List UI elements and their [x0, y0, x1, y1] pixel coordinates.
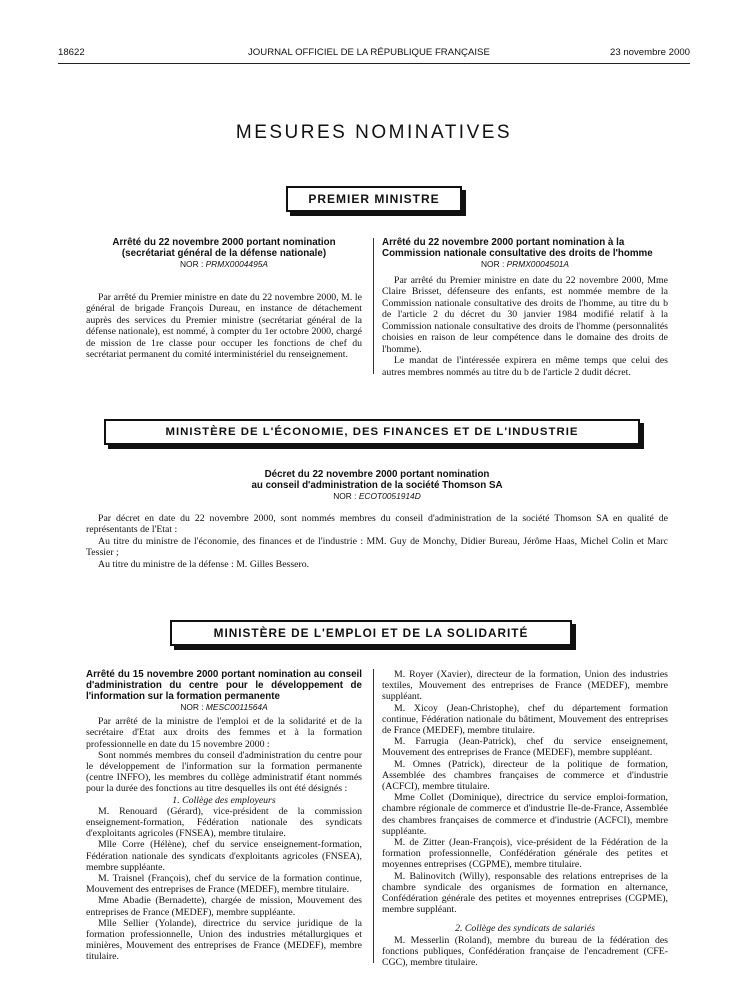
running-header [58, 47, 690, 61]
journal-name: JOURNAL OFFICIEL DE LA RÉPUBLIQUE FRANÇAISE [248, 47, 490, 58]
ministry-box-economie [104, 419, 640, 445]
text-arrete-inffo [86, 669, 362, 963]
text-body: Au titre du ministre de la défense : M. Gilles Bessero. [98, 558, 310, 570]
text-title: Arrêté du 22 novembre 2000 portant nomination (secrétariat général de la défense nationale) [112, 237, 336, 259]
member-entry: M. Royer (Xavier), directeur de la formation, Union des industries textiles, Mouvement des entreprises de France (MEDEF), membre suppléant. [382, 669, 668, 703]
member-entry: M. Xicoy (Jean-Christophe), chef du département formation continue, Fédération nationale du bâtiment, Mouvement des entreprises de France (MEDEF), membre titulaire. [382, 702, 668, 737]
text-arrete-cncdh [382, 237, 668, 378]
text-title: Arrêté du 22 novembre 2000 portant nomination à la Commission nationale consultative des droits de l'homme [382, 237, 653, 259]
member-list [382, 669, 668, 915]
column-divider [373, 669, 374, 963]
ministry-box-emploi [170, 620, 572, 646]
nor-code: PRMX0004501A [506, 259, 569, 269]
member-list [382, 935, 668, 969]
text-arrete-sgdn [86, 237, 362, 361]
member-entry: M. Farrugia (Jean-Patrick), chef du service enseignement, Mouvement des entreprises de France (MEDEF), membre suppléant. [382, 736, 668, 759]
nor-code: MESC0011564A [205, 702, 268, 712]
page-number: 18622 [58, 47, 85, 58]
member-list [86, 806, 362, 963]
column-divider [373, 238, 374, 374]
text-body: Sont nommés membres du conseil d'administration du centre pour le développement de l'information sur la formation permanente (centre INFFO), les membres du collège administratif étant nommés pour la durée des fonctions au titre desquelles ils ont été désignés : [86, 749, 362, 795]
member-entry: M. de Zitter (Jean-François), vice-président de la Fédération de la formation professionnelle, Confédération générale des petites et moyennes entreprises (CGPME), membre titulaire. [382, 837, 668, 871]
college-heading: 2. Collège des syndicats de salariés [455, 923, 595, 935]
nor-reference: NOR : PRMX0004495A [180, 259, 268, 269]
text-body: Par arrêté du Premier ministre en date du 22 novembre 2000, Mme Claire Brisset, défenseure des enfants, est nommée membre de la Commission nationale consultative des droits de l'homme, au titre du b de l'article 2 du décret du 30 janvier 1984 modifié relatif à la Commission nationale consultative des droits de l'homme (personnalités choisies en raison de leur compétence dans le domaine des droits de l'homme). [382, 274, 668, 355]
text-body: Par arrêté du Premier ministre en date du 22 novembre 2000, M. le général de brigade François Dureau, en instance de détachement auprès des services du Premier ministre (secrétariat général de la défense nationale), est nommé, à compter du 1er octobre 2000, chargé de mission de 1re classe pour occuper les fonctions de chef du secrétariat permanent du comité interministériel du renseignement. [86, 291, 362, 360]
ministry-box-premier [286, 186, 462, 212]
issue-date: 23 novembre 2000 [609, 47, 690, 58]
ministry-title: PREMIER MINISTRE [308, 192, 440, 206]
member-entry: M. Traisnel (François), chef du service de la formation continue, Mouvement des entreprises de France (MEDEF), membre titulaire. [86, 873, 362, 896]
member-entry: M. Omnes (Patrick), directeur de la politique de formation, Assemblée des chambres françaises de commerce et d'industrie (ACFCI), membre titulaire. [382, 758, 668, 793]
member-entry: Mlle Corre (Hélène), chef du service enseignement-formation, Fédération nationale des syndicats d'exploitants agricoles (FNSEA), membre suppléante. [86, 839, 362, 873]
member-entry: Mme Abadie (Bernadette), chargée de mission, Mouvement des entreprises de France (MEDEF), membre suppléante. [86, 895, 362, 918]
text-title: Arrêté du 15 novembre 2000 portant nomination au conseil d'administration du centre pour le développement de l'information sur la formation permanente [86, 669, 362, 702]
ministry-title: MINISTÈRE DE L'ÉCONOMIE, DES FINANCES ET DE L'INDUSTRIE [165, 426, 579, 438]
text-arrete-inffo-continued [382, 669, 668, 968]
text-body: Par décret en date du 22 novembre 2000, sont nommés membres du conseil d'administration de la société Thomson SA en qualité de représentants de l'Etat : [86, 512, 668, 535]
member-entry: Mlle Sellier (Yolande), directrice du service juridique de la formation professionnelle, Union des industries métallurgiques et minières, Mouvement des entreprises de France (MEDEF), membre titulaire. [86, 917, 362, 963]
member-entry: M. Renouard (Gérard), vice-président de la commission enseignement-formation, Fédération nationale des syndicats d'exploitants agricoles (FNSEA), membre titulaire. [86, 805, 362, 840]
text-title: Décret du 22 novembre 2000 portant nomination au conseil d'administration de la société Thomson SA [251, 469, 503, 491]
member-entry: Mme Collet (Dominique), directrice du service emploi-formation, chambre régionale de commerce et d'industrie Ile-de-France, Assemblée des chambres françaises de commerce et d'industrie (ACFCI), membre suppléante. [382, 792, 668, 837]
section-title: MESURES NOMINATIVES [235, 122, 513, 143]
nor-reference: NOR : ECOT0051914D [333, 491, 421, 501]
member-entry: M. Messerlin (Roland), membre du bureau de la fédération des fonctions publiques, Confédération française de l'encadrement (CFE-CGC), membre titulaire. [382, 934, 668, 969]
text-body: Au titre du ministre de l'économie, des finances et de l'industrie : MM. Guy de Monchy, Didier Bureau, Jérôme Haas, Michel Colin et Marc Tessier ; [86, 535, 668, 558]
member-entry: M. Balinovitch (Willy), responsable des relations entreprises de la chambre syndicale des organismes de formation en alternance, Confédération générale des petites et moyennes entreprises (CGPME), membre suppléant. [382, 870, 668, 916]
text-body: Le mandat de l'intéressée expirera en même temps que celui des autres membres nommés au titre du b de l'article 2 dudit décret. [382, 355, 668, 378]
college-heading: 1. Collège des employeurs [172, 794, 276, 806]
nor-code: PRMX0004495A [205, 259, 268, 269]
nor-reference: NOR : PRMX0004501A [481, 259, 569, 269]
nor-reference: NOR : MESC0011564A [180, 702, 268, 712]
nor-code: ECOT0051914D [358, 491, 421, 501]
ministry-title: MINISTÈRE DE L'EMPLOI ET DE LA SOLIDARITÉ [213, 626, 529, 640]
text-decret-thomson [86, 469, 668, 570]
text-body: Par arrêté de la ministre de l'emploi et de la solidarité et de la secrétaire d'Etat aux droits des femmes et à la formation professionnelle en date du 15 novembre 2000 : [86, 716, 362, 750]
header-rule [58, 63, 690, 64]
